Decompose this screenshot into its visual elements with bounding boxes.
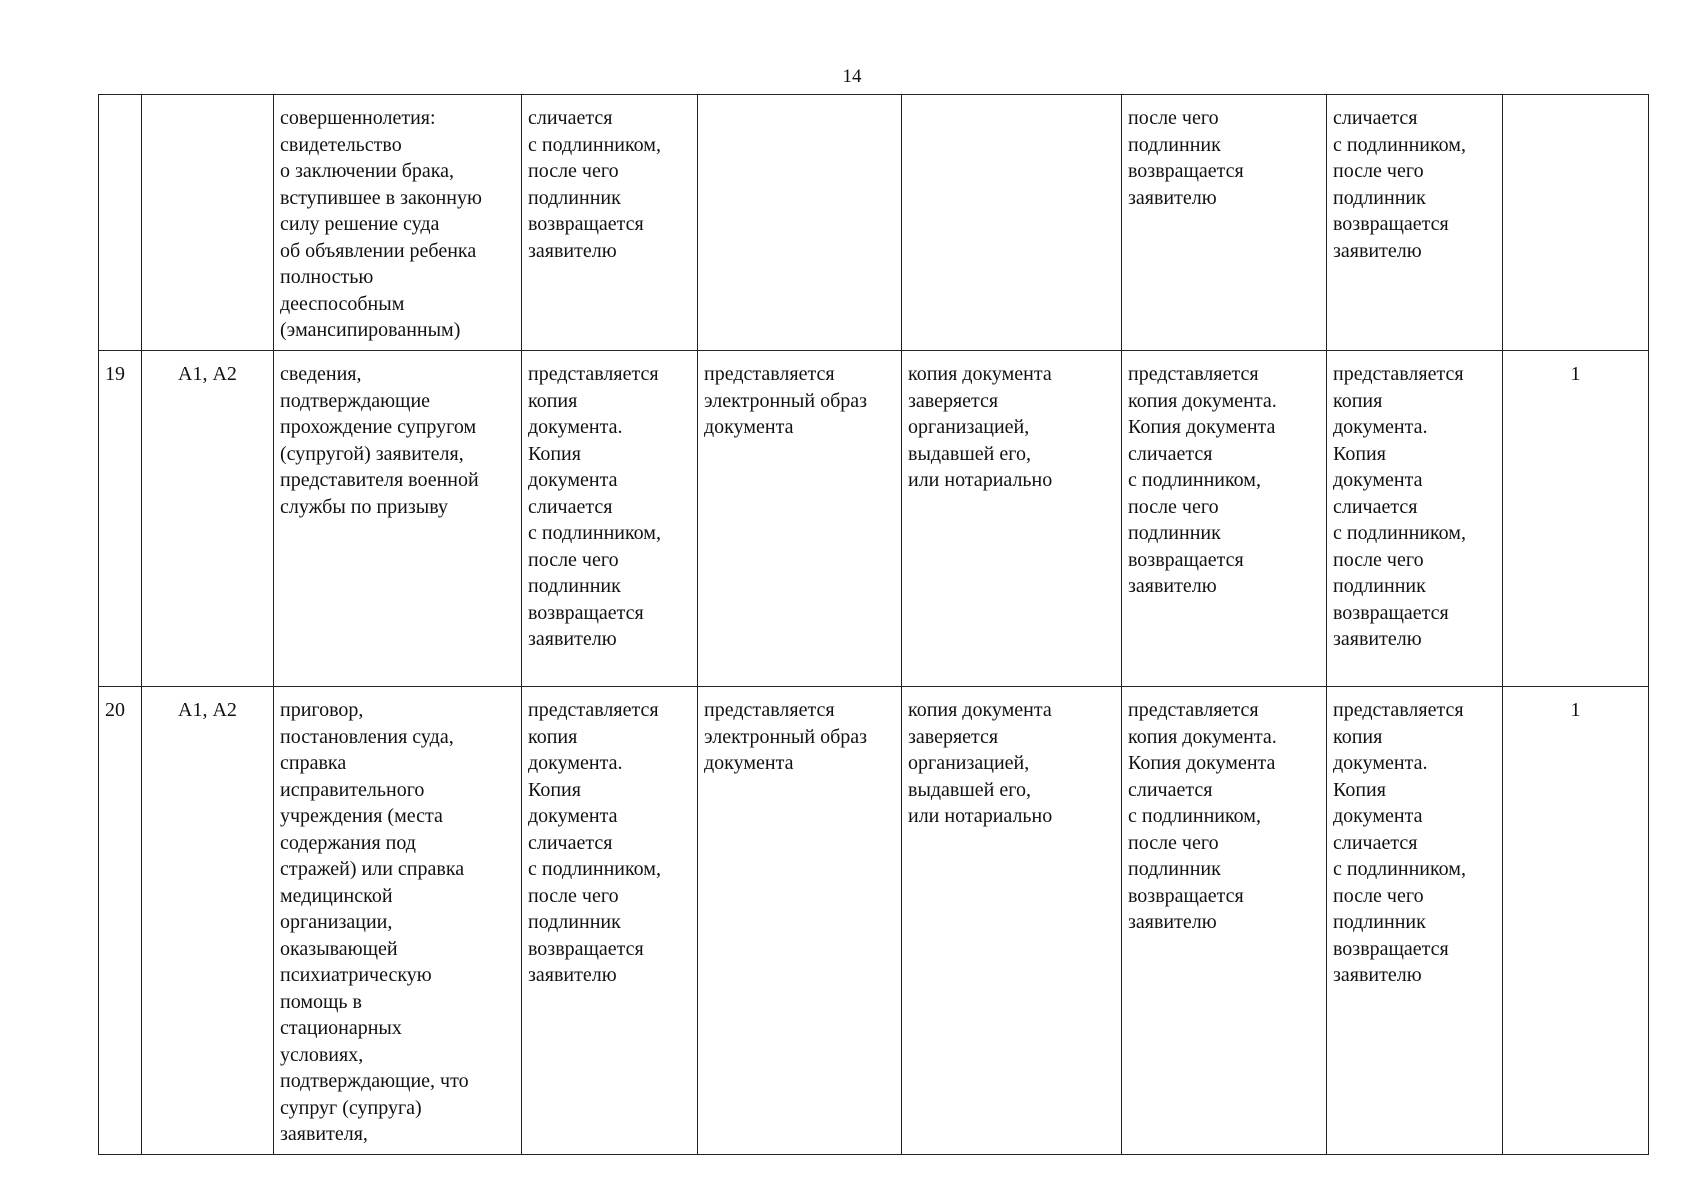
document-name: сведения, подтверждающие прохождение супругом (супругой) заявителя, представителя военной службы по призыву	[274, 351, 522, 687]
row-number: 19	[99, 351, 142, 687]
cell-col5	[698, 95, 902, 351]
cell-col5: представляется электронный образ документа	[698, 687, 902, 1155]
table-row	[99, 351, 1649, 687]
documents-table	[98, 94, 1649, 1155]
cell-col6: копия документа заверяется организацией, выдавшей его, или нотариально	[902, 351, 1122, 687]
row-codes	[142, 95, 274, 351]
document-name: совершеннолетия: свидетельство о заключении брака, вступившее в законную силу решение суда об объявлении ребенка полностью дееспособным (эмансипированным)	[274, 95, 522, 351]
cell-col6: копия документа заверяется организацией, выдавшей его, или нотариально	[902, 687, 1122, 1155]
cell-col4: представляется копия документа. Копия документа сличается с подлинником, после чего подлинник возвращается заявителю	[522, 687, 698, 1155]
cell-col4: сличается с подлинником, после чего подлинник возвращается заявителю	[522, 95, 698, 351]
row-codes: А1, А2	[142, 687, 274, 1155]
cell-col5: представляется электронный образ документа	[698, 351, 902, 687]
cell-col8: представляется копия документа. Копия документа сличается с подлинником, после чего подлинник возвращается заявителю	[1327, 351, 1503, 687]
row-codes: А1, А2	[142, 351, 274, 687]
row-number: 20	[99, 687, 142, 1155]
cell-col7: представляется копия документа. Копия документа сличается с подлинником, после чего подлинник возвращается заявителю	[1122, 687, 1327, 1155]
table-row	[99, 95, 1649, 351]
cell-col7: после чего подлинник возвращается заявителю	[1122, 95, 1327, 351]
document-name: приговор, постановления суда, справка исправительного учреждения (места содержания под стражей) или справка медицинской организации, оказывающей психиатрическую помощь в стационарных условиях, подтверждающие, что супруг (супруга) заявителя,	[274, 687, 522, 1155]
table-row	[99, 687, 1649, 1155]
row-count	[1503, 95, 1649, 351]
cell-col7: представляется копия документа. Копия документа сличается с подлинником, после чего подлинник возвращается заявителю	[1122, 351, 1327, 687]
row-count: 1	[1503, 687, 1649, 1155]
cell-col8: сличается с подлинником, после чего подлинник возвращается заявителю	[1327, 95, 1503, 351]
cell-col6	[902, 95, 1122, 351]
row-number	[99, 95, 142, 351]
cell-col8: представляется копия документа. Копия документа сличается с подлинником, после чего подлинник возвращается заявителю	[1327, 687, 1503, 1155]
cell-col4: представляется копия документа. Копия документа сличается с подлинником, после чего подлинник возвращается заявителю	[522, 351, 698, 687]
page-number: 14	[842, 66, 862, 87]
row-count: 1	[1503, 351, 1649, 687]
